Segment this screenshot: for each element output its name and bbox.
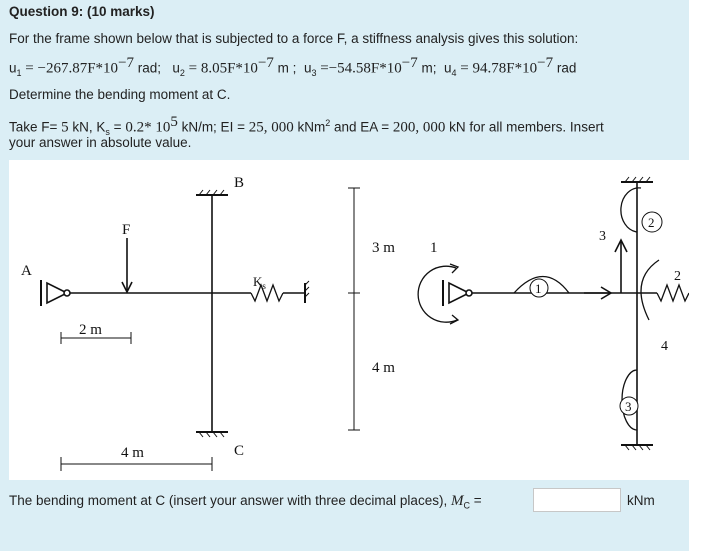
label-b: B [234, 175, 245, 191]
frame-figure [9, 160, 689, 480]
frame-diagram [9, 160, 689, 480]
label-c: C [234, 443, 245, 459]
dof-2-circle-label: 2 [648, 215, 655, 230]
solution-line: $u_1 = -267.87F*10^{-7}$ rad; $u_2 = 8.05F*10^{-7}$ m ; $u_3 =-54.58F*10^{-7}$ m; $u_4 = 94.78F*10^{-7}$ rad [9, 55, 577, 79]
dim-4m-vert: 4 m [372, 360, 395, 376]
dim-4m: 4 m [121, 445, 144, 461]
dof-1-label: 1 [430, 240, 438, 256]
label-f: F [122, 222, 131, 238]
label-ks: $K_s$ [253, 274, 266, 291]
given-values-line: Take F= 5 kN, $K_s = 0.2*$ $10^5$ kN/m; EI = 25, 000 kNm$^2$ and EA = 200, 000 kN for all members. Insert [9, 114, 604, 138]
dof-3-label: 3 [599, 229, 606, 244]
dof-1-circle-label: 1 [535, 281, 542, 296]
dof-2-label: 2 [674, 269, 681, 284]
dim-3m: 3 m [372, 240, 395, 256]
moment-answer-input[interactable] [533, 488, 621, 512]
answer-unit: kNm [627, 493, 655, 508]
question-intro: For the frame shown below that is subjected to a force F, a stiffness analysis gives this solution: [9, 31, 579, 46]
dof-3-circle-label: 3 [625, 399, 632, 414]
answer-prompt: The bending moment at C (insert your answer with three decimal places), $M_C$ = [9, 493, 482, 511]
label-a: A [21, 263, 32, 279]
question-title: Question 9: (10 marks) [9, 4, 155, 19]
question-task: Determine the bending moment at C. [9, 87, 231, 102]
given-values-line-2: your answer in absolute value. [9, 135, 192, 150]
dof-4-label: 4 [661, 339, 668, 354]
dim-2m: 2 m [79, 322, 102, 338]
